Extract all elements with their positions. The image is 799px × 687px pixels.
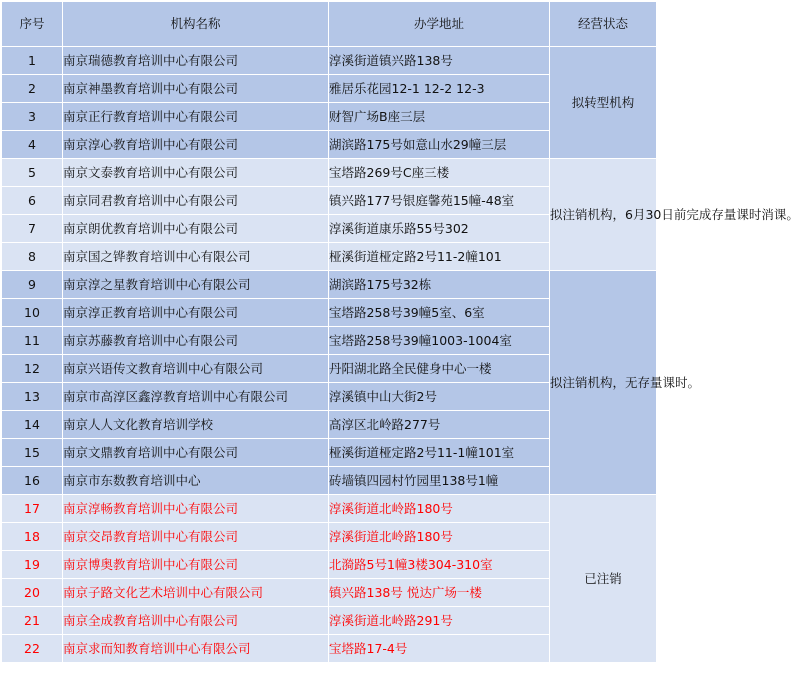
row-name: 南京文泰教育培训中心有限公司: [63, 159, 329, 187]
header-row: [2, 2, 657, 47]
row-address: 桠溪街道桠定路2号11-1幢101室: [329, 439, 550, 467]
row-address: 宝塔路17-4号: [329, 635, 550, 663]
row-no: 6: [2, 187, 63, 215]
row-address: 淳溪镇中山大街2号: [329, 383, 550, 411]
row-address: 北漪路5号1幢3楼304-310室: [329, 551, 550, 579]
header-no: 序号: [2, 2, 63, 47]
row-no: 13: [2, 383, 63, 411]
row-no: 11: [2, 327, 63, 355]
row-no: 22: [2, 635, 63, 663]
row-address: 宝塔路258号39幢1003-1004室: [329, 327, 550, 355]
table-row: [2, 495, 657, 523]
row-name: 南京苏藤教育培训中心有限公司: [63, 327, 329, 355]
row-address: 淳溪街道北岭路180号: [329, 523, 550, 551]
row-name: 南京神墨教育培训中心有限公司: [63, 75, 329, 103]
header-status: 经营状态: [550, 2, 657, 47]
row-no: 15: [2, 439, 63, 467]
institution-table: [1, 1, 799, 663]
table-row: [2, 271, 657, 299]
row-address: 宝塔路258号39幢5室、6室: [329, 299, 550, 327]
row-name: 南京交昂教育培训中心有限公司: [63, 523, 329, 551]
status-cell-pending-cancel-with-hours: 拟注销机构，6月30日前完成存量课时消课。: [550, 159, 657, 271]
row-no: 12: [2, 355, 63, 383]
row-no: 18: [2, 523, 63, 551]
row-name: 南京文鼎教育培训中心有限公司: [63, 439, 329, 467]
row-name: 南京全成教育培训中心有限公司: [63, 607, 329, 635]
row-name: 南京兴语传文教育培训中心有限公司: [63, 355, 329, 383]
row-name: 南京博奥教育培训中心有限公司: [63, 551, 329, 579]
row-no: 19: [2, 551, 63, 579]
row-name: 南京人人文化教育培训学校: [63, 411, 329, 439]
status-cell-pending-cancel-no-hours: 拟注销机构，无存量课时。: [550, 271, 657, 495]
table-row: [2, 159, 657, 187]
header-name: 机构名称: [63, 2, 329, 47]
row-address: 淳溪街道北岭路180号: [329, 495, 550, 523]
row-no: 14: [2, 411, 63, 439]
row-address: 丹阳湖北路全民健身中心一楼: [329, 355, 550, 383]
row-no: 16: [2, 467, 63, 495]
row-name: 南京市东数教育培训中心: [63, 467, 329, 495]
row-address: 桠溪街道桠定路2号11-2幢101: [329, 243, 550, 271]
row-name: 南京求而知教育培训中心有限公司: [63, 635, 329, 663]
row-address: 镇兴路177号银庭馨苑15幢-48室: [329, 187, 550, 215]
row-name: 南京淳之星教育培训中心有限公司: [63, 271, 329, 299]
row-address: 湖滨路175号32栋: [329, 271, 550, 299]
row-no: 2: [2, 75, 63, 103]
row-address: 淳溪街道康乐路55号302: [329, 215, 550, 243]
row-address: 淳溪街道镇兴路138号: [329, 47, 550, 75]
row-no: 17: [2, 495, 63, 523]
row-name: 南京市高淳区鑫淳教育培训中心有限公司: [63, 383, 329, 411]
row-no: 10: [2, 299, 63, 327]
row-name: 南京淳心教育培训中心有限公司: [63, 131, 329, 159]
row-no: 3: [2, 103, 63, 131]
status-cell-transition: 拟转型机构: [550, 47, 657, 159]
row-name: 南京朗优教育培训中心有限公司: [63, 215, 329, 243]
row-no: 21: [2, 607, 63, 635]
row-address: 雅居乐花园12-1 12-2 12-3: [329, 75, 550, 103]
table-row: [2, 47, 657, 75]
row-name: 南京同君教育培训中心有限公司: [63, 187, 329, 215]
row-address: 宝塔路269号C座三楼: [329, 159, 550, 187]
row-name: 南京瑞德教育培训中心有限公司: [63, 47, 329, 75]
row-no: 4: [2, 131, 63, 159]
row-no: 20: [2, 579, 63, 607]
row-name: 南京淳畅教育培训中心有限公司: [63, 495, 329, 523]
row-name: 南京正行教育培训中心有限公司: [63, 103, 329, 131]
row-no: 1: [2, 47, 63, 75]
row-no: 9: [2, 271, 63, 299]
header-address: 办学地址: [329, 2, 550, 47]
row-name: 南京淳正教育培训中心有限公司: [63, 299, 329, 327]
row-address: 淳溪街道北岭路291号: [329, 607, 550, 635]
row-address: 镇兴路138号 悦达广场一楼: [329, 579, 550, 607]
row-address: 砖墙镇四园村竹园里138号1幢: [329, 467, 550, 495]
row-name: 南京国之铧教育培训中心有限公司: [63, 243, 329, 271]
row-address: 财智广场B座三层: [329, 103, 550, 131]
status-cell-cancelled: 已注销: [550, 495, 657, 663]
row-address: 高淳区北岭路277号: [329, 411, 550, 439]
row-no: 7: [2, 215, 63, 243]
row-name: 南京子路文化艺术培训中心有限公司: [63, 579, 329, 607]
row-no: 8: [2, 243, 63, 271]
row-address: 湖滨路175号如意山水29幢三层: [329, 131, 550, 159]
row-no: 5: [2, 159, 63, 187]
